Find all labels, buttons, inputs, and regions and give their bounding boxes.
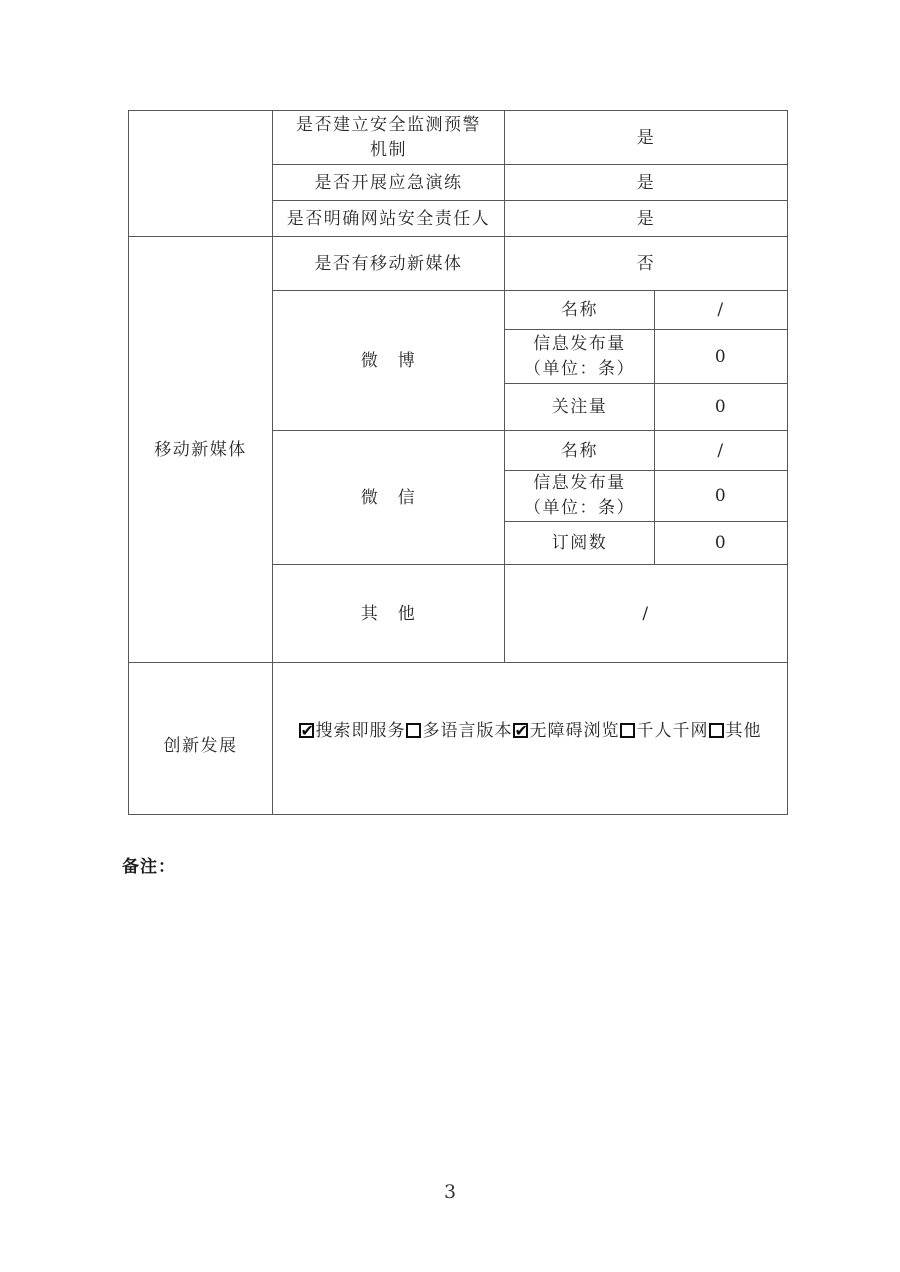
row-label-security-officer: 是否明确网站安全责任人	[273, 201, 505, 237]
row-label-has-mobile-media: 是否有移动新媒体	[273, 237, 505, 291]
option-label: 其他	[725, 720, 762, 741]
checkbox-icon	[406, 723, 421, 738]
option-personalized	[620, 718, 709, 744]
option-label: 多语言版本	[422, 720, 513, 741]
row-label-weibo-name: 名称	[505, 291, 655, 330]
group-cell-wechat: 微 信	[273, 431, 505, 565]
group-cell-other: 其 他	[273, 565, 505, 663]
label-line: 信息发布量	[533, 473, 626, 493]
checkbox-icon	[709, 723, 724, 738]
value-security-officer: 是	[505, 201, 788, 237]
option-label: 千人千网	[636, 720, 709, 741]
annual-report-table	[128, 110, 788, 815]
section-cell-mobile-media: 移动新媒体	[129, 237, 273, 663]
group-cell-weibo: 微 博	[273, 291, 505, 431]
table-row	[129, 237, 788, 291]
row-label-weibo-posts	[505, 330, 655, 384]
option-other	[709, 718, 762, 744]
option-accessibility	[513, 718, 620, 744]
label-line: 是否建立安全监测预警	[296, 114, 481, 135]
checkbox-line	[273, 718, 787, 744]
value-weibo-name: /	[655, 291, 788, 330]
row-label-security-monitoring	[273, 111, 505, 165]
option-label: 无障碍浏览	[529, 720, 620, 741]
table-row	[129, 663, 788, 815]
label-line: （单位：条）	[524, 358, 635, 379]
label-line: （单位：条）	[524, 498, 635, 518]
row-label-wechat-subscribers: 订阅数	[505, 522, 655, 565]
value-wechat-posts: 0	[655, 471, 788, 522]
checkbox-icon	[299, 723, 314, 738]
value-other: /	[505, 565, 788, 663]
label-line: 机制	[370, 139, 407, 160]
value-emergency-drill: 是	[505, 165, 788, 201]
section-cell-innovation: 创新发展	[129, 663, 273, 815]
value-wechat-subscribers: 0	[655, 522, 788, 565]
row-label-weibo-followers: 关注量	[505, 384, 655, 431]
option-multilingual	[406, 718, 513, 744]
value-weibo-followers: 0	[655, 384, 788, 431]
row-label-emergency-drill: 是否开展应急演练	[273, 165, 505, 201]
label-line: 信息发布量	[533, 333, 626, 354]
table-row	[129, 111, 788, 165]
option-label: 搜索即服务	[315, 720, 406, 741]
value-wechat-name: /	[655, 431, 788, 471]
row-label-wechat-posts	[505, 471, 655, 522]
value-weibo-posts: 0	[655, 330, 788, 384]
innovation-options-cell	[273, 663, 788, 815]
option-search-as-service	[299, 718, 406, 744]
value-has-mobile-media: 否	[505, 237, 788, 291]
page-number: 3	[443, 1181, 457, 1203]
row-label-wechat-name: 名称	[505, 431, 655, 471]
checkbox-icon	[620, 723, 635, 738]
checkbox-icon	[513, 723, 528, 738]
section-cell-empty	[129, 111, 273, 237]
remark-label: 备注：	[122, 857, 176, 876]
value-security-monitoring: 是	[505, 111, 788, 165]
